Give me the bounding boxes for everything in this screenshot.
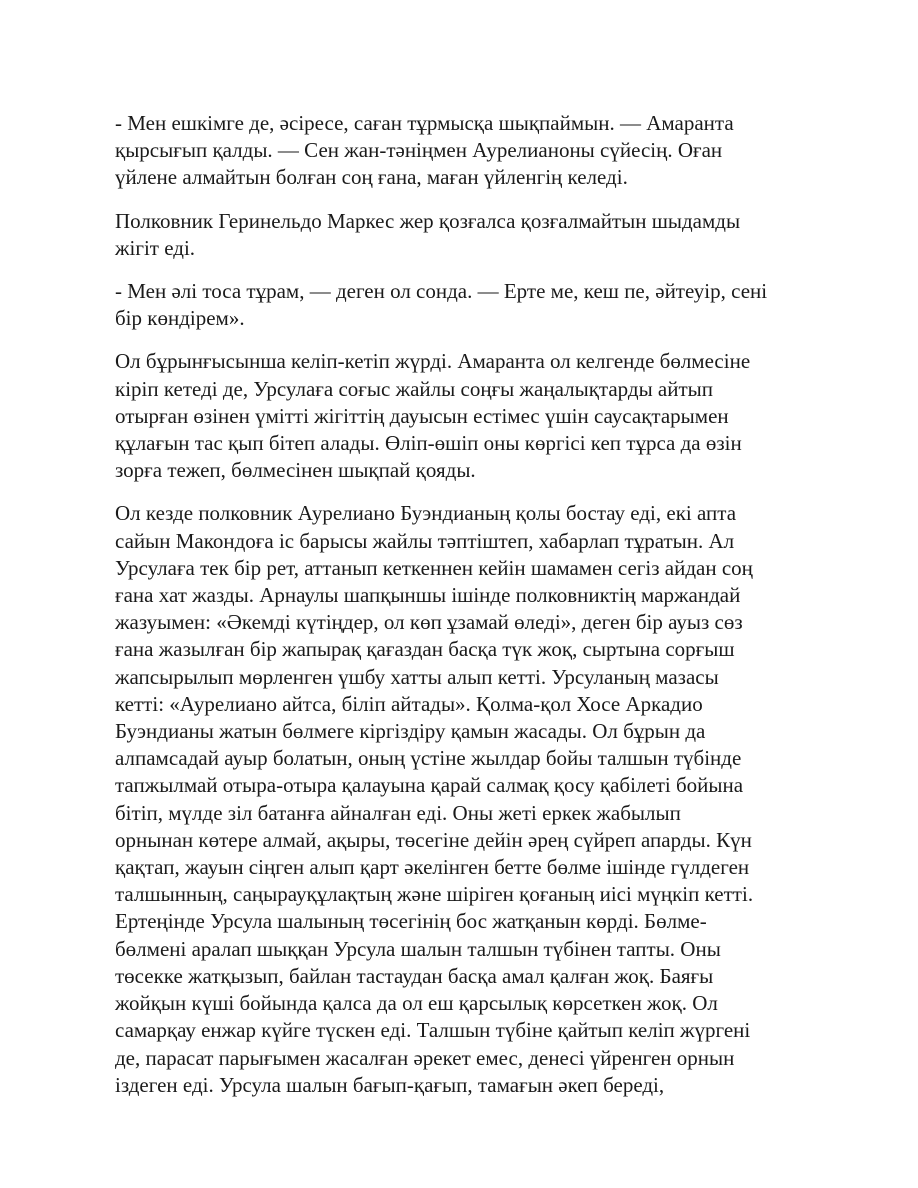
- text-line: кетті: «Аурелиано айтса, біліп айтады». Қолма-қол Хосе Аркадио: [115, 691, 703, 716]
- text-line: жойқын күші бойында қалса да ол еш қарсылық көрсеткен жоқ. Ол: [115, 991, 718, 1016]
- text-line: - Мен ешкімге де, әсіресе, саған тұрмысқа шықпаймын. — Амаранта: [115, 111, 734, 135]
- text-line: орнынан көтере алмай, ақыры, төсегіне дейін әрең сүйреп апарды. Күн: [115, 827, 752, 852]
- text-line: қақтап, жауын сіңген алып қарт әкелінген бетте бөлме ішінде гүлдеген: [115, 855, 750, 880]
- text-line: алпамсадай ауыр болатын, оның үстіне жылдар бойы талшын түбінде: [115, 746, 742, 771]
- text-line: самарқау енжар күйге түскен еді. Талшын түбіне қайтып келіп жүргені: [115, 1018, 751, 1043]
- text-line: Ертеңінде Урсула шалының төсегінің бос жатқанын көрді. Бөлме-: [115, 909, 707, 934]
- paragraph-1: [115, 110, 805, 192]
- text-line: Ол бұрынғысынша келіп-кетіп жүрді. Амаранта ол келгенде бөлмесіне: [115, 349, 751, 374]
- text-line: құлағын тас қып бітеп алады. Өліп-өшіп оны көргісі кеп тұрса да өзін: [115, 431, 742, 456]
- text-line: жазуымен: «Әкемді күтіңдер, ол көп ұзамай өледі», деген бір ауыз сөз: [115, 610, 743, 635]
- text-line: іздеген еді. Урсула шалын бағып-қағып, тамағын әкеп береді,: [115, 1072, 665, 1097]
- text-line: кіріп кетеді де, Урсулаға соғыс жайлы соңғы жаңалықтарды айтып: [115, 376, 714, 401]
- text-line: сайын Макондоға іс барысы жайлы тәптіштеп, хабарлап тұратын. Ал: [115, 528, 735, 553]
- paragraph-5: [115, 500, 805, 1098]
- text-line: зорға тежеп, бөлмесінен шықпай қояды.: [115, 458, 476, 483]
- text-line: жігіт еді.: [115, 235, 196, 260]
- text-line: Ол кезде полковник Аурелиано Буэндианың қолы бостау еді, екі апта: [115, 501, 737, 526]
- text-line: үйлене алмайтын болған соң ғана, маған үйленгің келеді.: [115, 165, 628, 190]
- text-line: - Мен әлі тоса тұрам, — деген ол сонда. — Ерте ме, кеш пе, әйтеуір, сені: [115, 279, 768, 304]
- text-line: төсекке жатқызып, байлан тастаудан басқа амал қалған жоқ. Баяғы: [115, 963, 714, 988]
- text-line: де, парасат парығымен жасалған әрекет емес, денесі үйренген орнын: [115, 1045, 735, 1070]
- text-line: ғана хат жазды. Арнаулы шапқыншы ішінде полковниктің маржандай: [115, 583, 741, 608]
- text-line: Урсулаға тек бір рет, аттанып кеткеннен кейін шамамен сегіз айдан соң: [115, 555, 753, 580]
- text-line: Буэндианы жатын бөлмеге кіргіздіру қамын жасады. Ол бұрын да: [115, 719, 706, 744]
- text-line: ғана жазылған бір жапырақ қағаздан басқа түк жоқ, сыртына сорғыш: [115, 637, 735, 662]
- text-line: талшынның, саңырауқұлақтың және шіріген қоғаның иісі мүңкіп кетті.: [115, 882, 754, 907]
- paragraph-4: [115, 348, 805, 484]
- document-page: [115, 110, 805, 1115]
- text-line: жапсырылып мөрленген үшбу хатты алып кетті. Урсуланың мазасы: [115, 664, 719, 689]
- text-line: бітіп, мүлде зіл батанға айналған еді. Оны жеті еркек жабылып: [115, 800, 681, 825]
- text-line: қырсығып қалды. — Сен жан-тәніңмен Аурелианоны сүйесің. Оған: [115, 138, 723, 163]
- paragraph-3: [115, 278, 805, 332]
- text-line: бөлмені аралап шыққан Урсула шалын талшын түбінен тапты. Оны: [115, 936, 721, 961]
- text-line: отырған өзінен үмітті жігіттің дауысын естімес үшін саусақтарымен: [115, 403, 729, 428]
- text-line: тапжылмай отыра-отыра қалауына қарай салмақ қосу қабілеті бойына: [115, 773, 744, 798]
- text-line: Полковник Геринельдо Маркес жер қозғалса қозғалмайтын шыдамды: [115, 208, 741, 233]
- paragraph-2: [115, 208, 805, 262]
- text-line: бір көндірем».: [115, 306, 245, 331]
